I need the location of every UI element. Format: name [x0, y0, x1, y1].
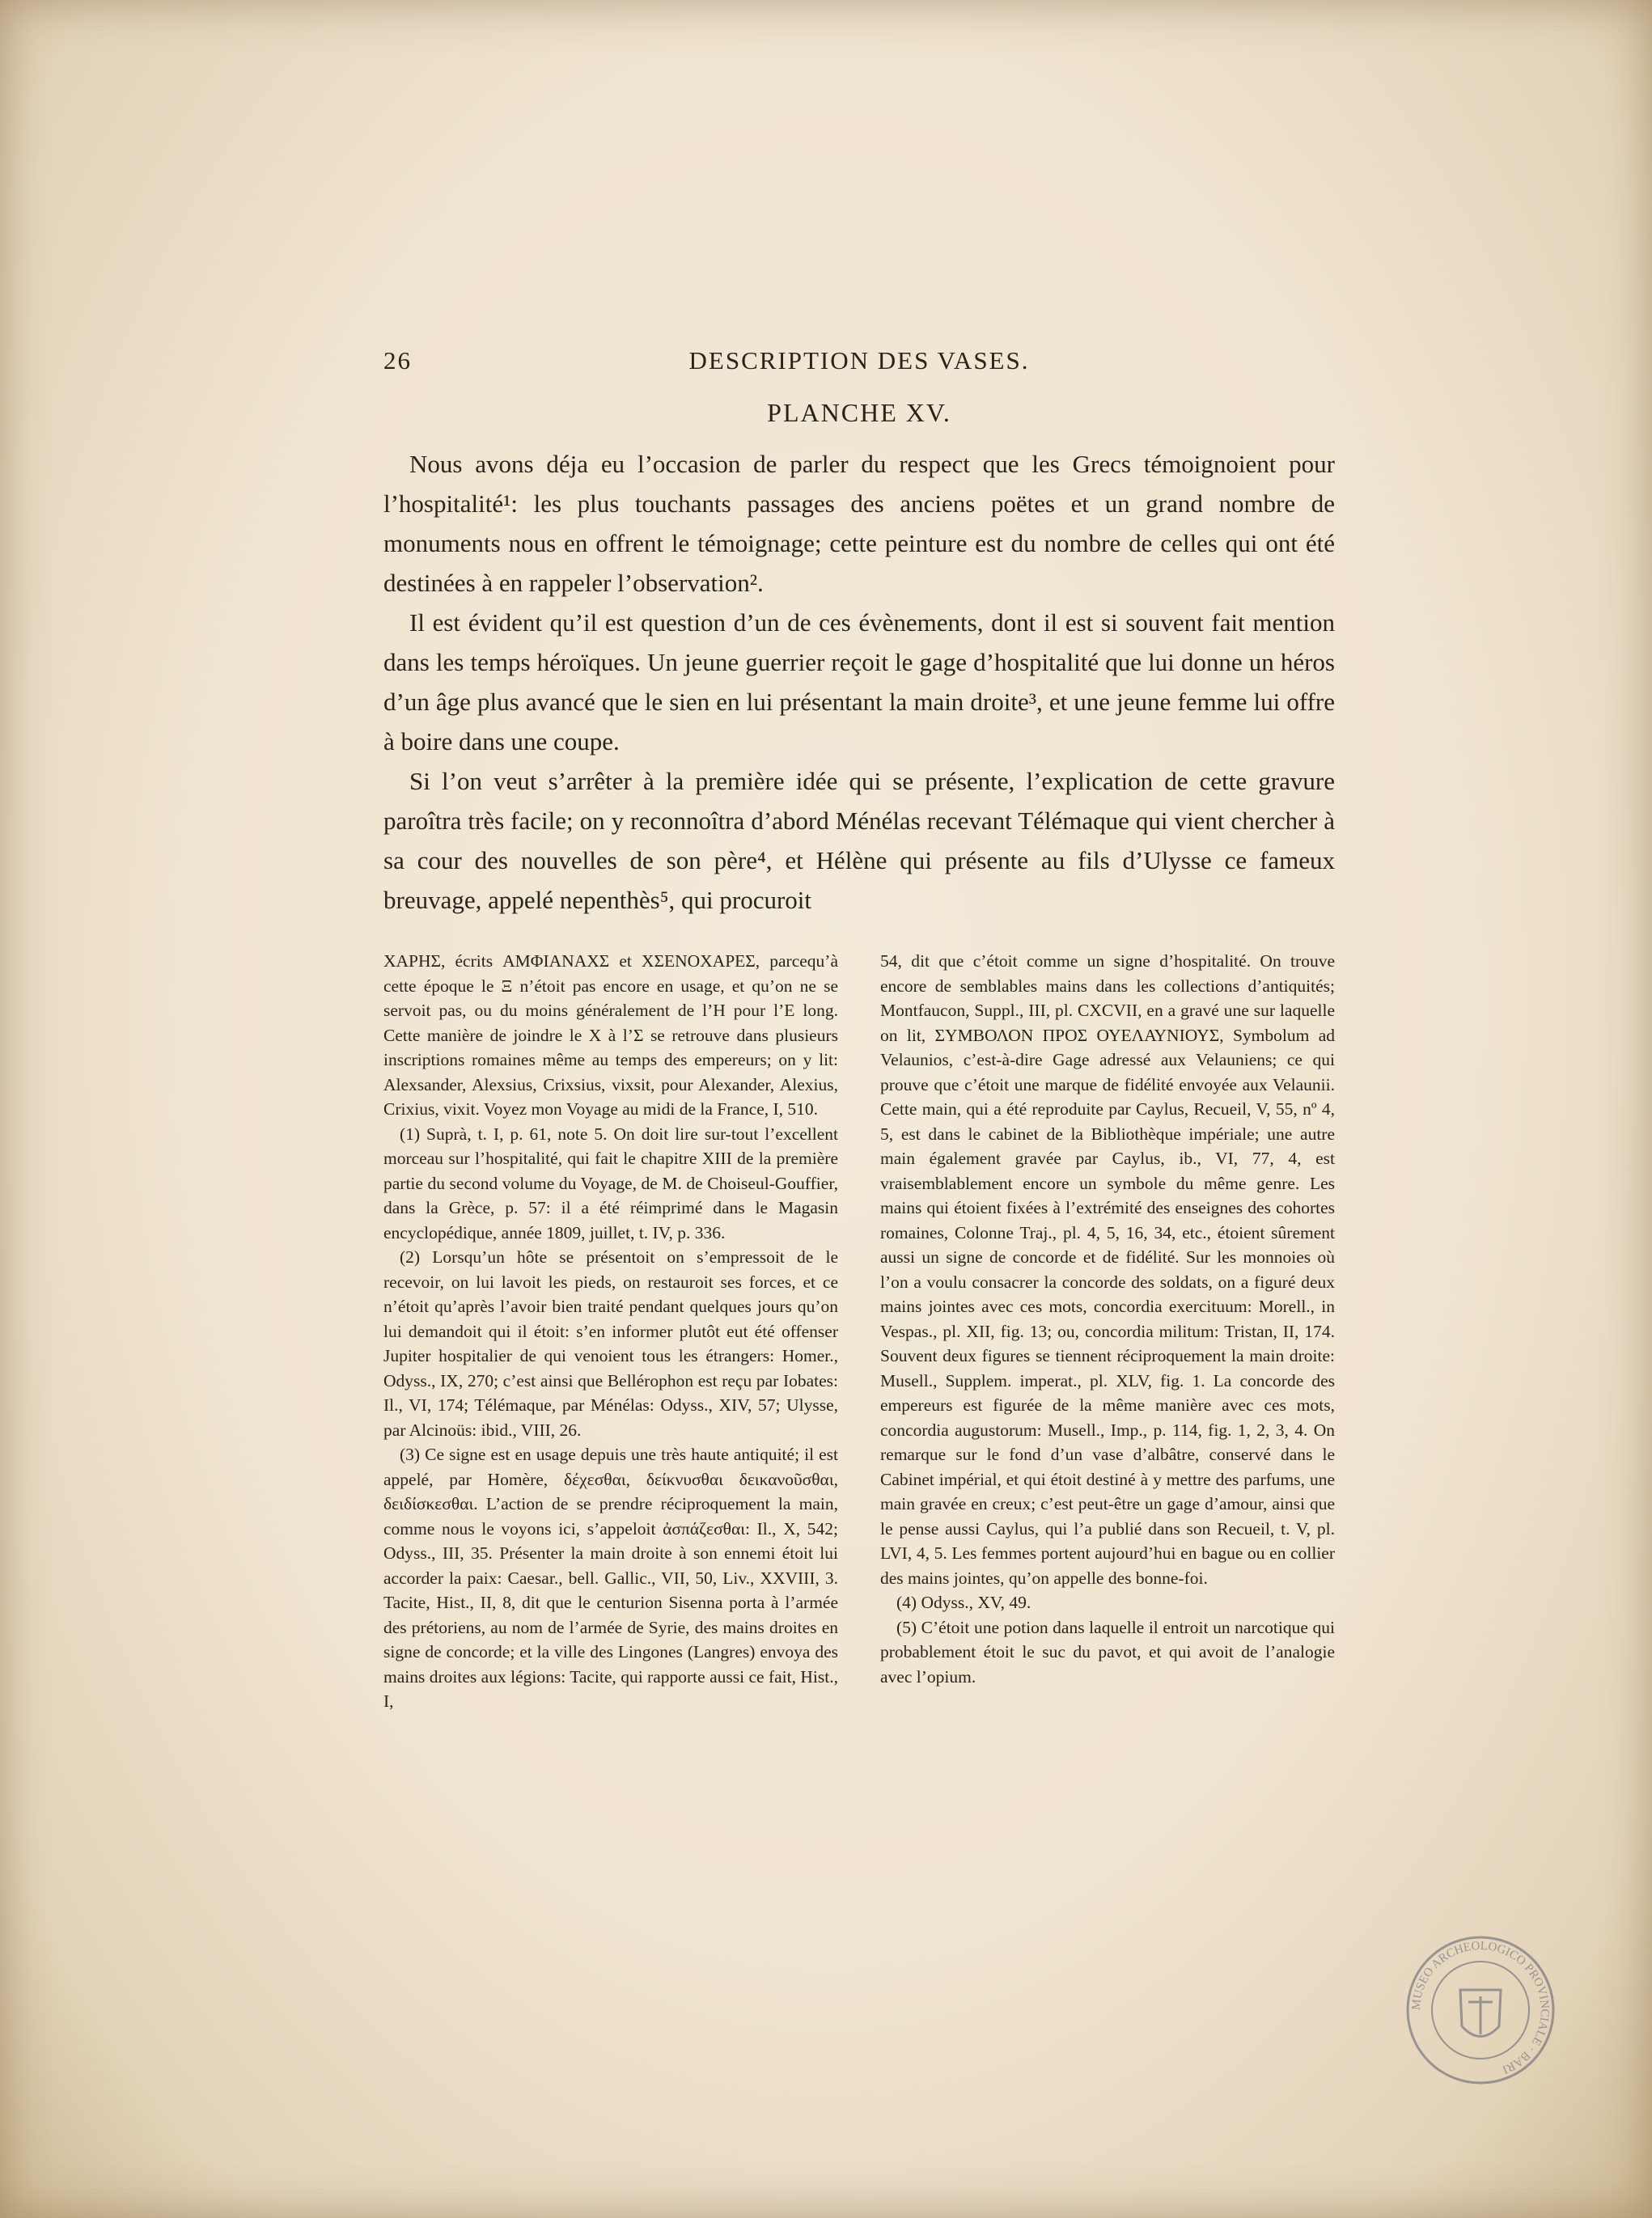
footnote-column-right [880, 949, 1335, 1714]
footnotes [383, 949, 1335, 1714]
footnote: 54, dit que c’étoit comme un signe d’hospitalité. On trouve encore de semblables mains dans les collections d’antiquités; Montfaucon, Suppl., III, pl. CXCVII, en a gravé une sur laquelle on lit, ΣΥΜΒΟΛΟΝ ΠΡΟΣ ΟΥΕΛΑΥΝΙΟΥΣ, Symbolum ad Velaunios, c’est-à-dire Gage adressé aux Velauniens; ce qui prouve que c’étoit une marque de fidélité envoyée aux Velaunii. Cette main, qui a été reproduite par Caylus, Recueil, V, 55, nº 4, 5, est dans le cabinet de la Bibliothèque impériale; une autre main également gravée par Caylus, ib., VI, 77, 4, est vraisemblablement encore un symbole du même genre. Les mains qui étoient fixées à l’extrémité des enseignes des cohortes romaines, Colonne Traj., pl. 4, 5, 16, 34, etc., étoient sûrement aussi un signe de concorde et de fidélité. Sur les monnoies où l’on a voulu consacrer la concorde des soldats, on a figuré deux mains jointes avec ces mots, concordia exercituum: Morell., in Vespas., pl. XII, fig. 13; ou, concordia militum: Tristan, II, 174. Souvent deux figures se tiennent réciproquement la main droite: Musell., Supplem. imperat., pl. XLV, fig. 1. La concorde des empereurs est figurée de la même manière avec ces mots, concordia augustorum: Musell., Imp., p. 114, fig. 1, 2, 3, 4. On remarque sur le fond d’un vase d’albâtre, conservé dans le Cabinet impérial, et qui étoit destiné à y mettre des parfums, une main gravée en creux; c’est peut-être un gage d’amour, ainsi que le pense aussi Caylus, qui l’a publié dans son Recueil, t. V, pl. LVI, 4, 5. Les femmes portent aujourd’hui en bague ou en collier des mains jointes, qu’on appelle des bonne-foi. [880, 951, 1335, 1588]
stamp-text: MUSEO ARCHEOLOGICO PROVINCIALE · BARI [1409, 1939, 1552, 2076]
body-text [383, 444, 1335, 920]
plate-title: PLANCHE XV. [767, 398, 951, 427]
footnote: ΧΑΡΗΣ, écrits ΑΜΦΙΑΝΑΧΣ et ΧΣΕΝΟΧΑΡΕΣ, parcequ’à cette époque le Ξ n’étoit pas encore en usage, et qu’on ne se servoit pas, ou du moins généralement de l’Η pour l’Ε long. Cette manière de joindre le Χ à l’Σ se retrouve dans plusieurs inscriptions romaines même au temps des empereurs; on y lit: Alexsander, Alexsius, Crixsius, vixsit, pour Alexander, Alexius, Crixius, vixit. Voyez mon Voyage au midi de la France, I, 510. [383, 951, 838, 1119]
body-paragraph: Il est évident qu’il est question d’un de ces évènements, dont il est si souvent fait mention dans les temps héroïques. Un jeune guerrier reçoit le gage d’hospitalité que lui donne un héros d’un âge plus avancé que le sien en lui présentant la main droite³, et une jeune femme lui offre à boire dans une coupe. [383, 608, 1335, 756]
footnote: (3) Ce signe est en usage depuis une très haute antiquité; il est appelé, par Homère, δέχεσθαι, δείκνυσθαι δεικανοῦσθαι, δειδίσκεσθαι. L’action de se prendre réciproquement la main, comme nous le voyons ici, s’appeloit ἀσπάζεσθαι: Il., X, 542; Odyss., III, 35. Présenter la main droite à son ennemi étoit lui accorder la paix: Caesar., bell. Gallic., VII, 50, Liv., XXVIII, 3. Tacite, Hist., II, 8, dit que le centurion Sisenna porta à l’armée des prétoriens, au nom de l’armée de Syrie, des mains droites en signe de concorde; et la ville des Lingones (Langres) envoya des mains droites aux légions: Tacite, qui rapporte aussi ce fait, Hist., I, [383, 1445, 838, 1711]
running-title: DESCRIPTION DES VASES. [688, 346, 1030, 375]
footnote: (4) Odyss., XV, 49. [896, 1593, 1031, 1612]
footnote: (1) Suprà, t. I, p. 61, note 5. On doit lire sur-tout l’excellent morceau sur l’hospitalité, qui fait le chapitre XIII de la première partie du second volume du Voyage, de M. de Choiseul-Gouffier, dans la Grèce, p. 57: il a été réimprimé dans le Magasin encyclopédique, année 1809, juillet, t. IV, p. 336. [383, 1124, 838, 1242]
footnote: (5) C’étoit une potion dans laquelle il entroit un narcotique qui probablement étoit le suc du pavot, et qui avoit de l’analogie avec l’opium. [880, 1617, 1335, 1687]
museum-stamp-icon [1404, 1933, 1557, 2087]
body-paragraph: Si l’on veut s’arrêter à la première idée qui se présente, l’explication de cette gravure paroîtra très facile; on y reconnoîtra d’abord Ménélas recevant Télémaque qui vient chercher à sa cour des nouvelles de son père⁴, et Hélène qui présente au fils d’Ulysse ce fameux breuvage, appelé nepenthès⁵, qui procuroit [383, 767, 1335, 914]
body-paragraph: Nous avons déja eu l’occasion de parler du respect que les Grecs témoignoient pour l’hospitalité¹: les plus touchants passages des anciens poëtes et un grand nombre de monuments nous en offrent le témoignage; cette peinture est du nombre de celles qui ont été destinées à en rappeler l’observation². [383, 450, 1335, 597]
footnote: (2) Lorsqu’un hôte se présentoit on s’empressoit de le recevoir, on lui lavoit les pieds, on restauroit ses forces, et ce n’étoit qu’après l’avoir bien traité pendant quelques jours qu’on lui demandoit qui il étoit: s’en informer plutôt eut été offenser Jupiter hospitalier de qui venoient tous les étrangers: Homer., Odyss., IX, 270; c’est ainsi que Bellérophon est reçu par Iobates: Il., VI, 174; Télémaque, par Ménélas: Odyss., XIV, 57; Ulysse, par Alcinoüs: ibid., VIII, 26. [383, 1247, 838, 1440]
page-content [383, 340, 1335, 1714]
page-number: 26 [383, 346, 412, 375]
footnote-column-left [383, 949, 838, 1714]
running-head [383, 340, 1335, 380]
